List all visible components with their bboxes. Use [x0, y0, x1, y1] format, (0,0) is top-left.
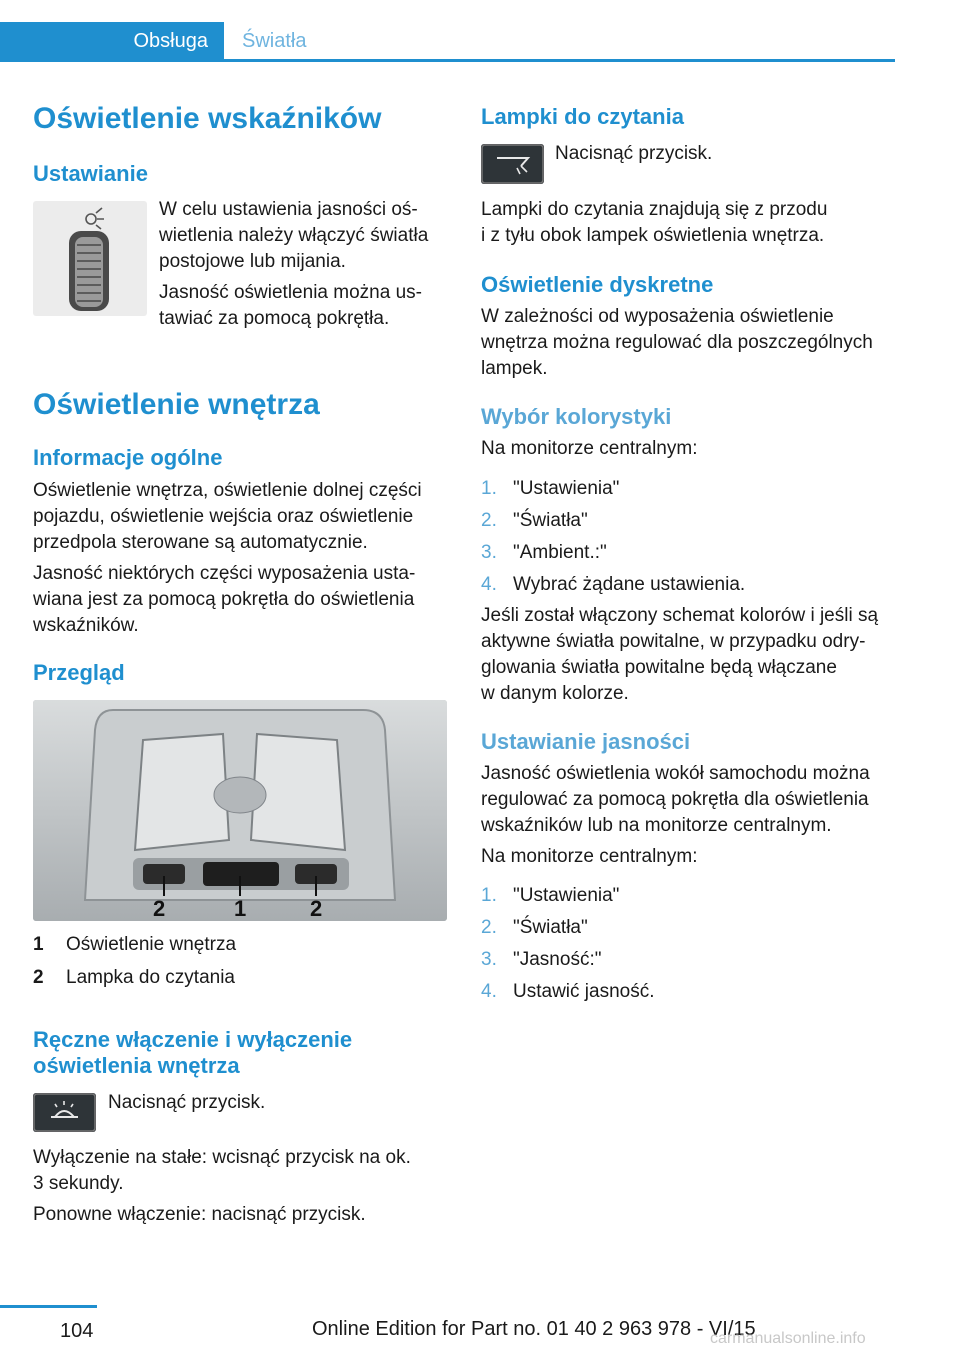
watermark: carmanualsonline.info	[710, 1330, 866, 1347]
manual-off-text: Wyłączenie na stałe: wcisnąć przycisk na ok. 3 sekundy.	[33, 1147, 411, 1194]
brightness-intro-text: Na monitorze centralnym:	[481, 846, 698, 867]
heading-reading-lights: Lampki do czytania	[481, 104, 684, 129]
setting-text-2: Jasność oświetlenia można us- tawiać za pomocą pokrętła.	[159, 282, 422, 329]
step-num: 1.	[481, 478, 497, 499]
step-text: "Ambient.:"	[513, 542, 607, 563]
callout-label: 1	[234, 896, 247, 921]
step-num: 3.	[481, 542, 497, 563]
reading-light-button	[481, 144, 544, 184]
color-note-text: Jeśli został włączony schemat kolorów i jeśli są aktywne światła powitalne, w przypadku odry- glowania światła powitalne będą włączane w danym kolorze.	[481, 605, 879, 704]
step-text: Wybrać żądane ustawienia.	[513, 574, 746, 595]
dimmer-wheel-image	[33, 201, 147, 316]
step-num: 4.	[481, 981, 497, 1002]
dimmer-wheel-icon	[33, 201, 147, 316]
interior-light-icon	[33, 1093, 96, 1132]
step-text: "Światła"	[513, 917, 588, 938]
legend-num: 1	[33, 934, 44, 955]
general-text-1: Oświetlenie wnętrza, oświetlenie dolnej części pojazdu, oświetlenie wejścia oraz oświetlenie przedpola sterowane są automatycznie.	[33, 480, 422, 553]
heading-manual-switch: Ręczne włączenie i wyłączenie oświetlenia wnętrza	[33, 1027, 353, 1078]
step-num: 4.	[481, 574, 497, 595]
step-num: 2.	[481, 917, 497, 938]
legend-text: Lampka do czytania	[66, 967, 235, 988]
setting-text-1: W celu ustawienia jasności oś- wietlenia należy włączyć światła postojowe lub mijania.	[159, 199, 429, 272]
overhead-console-icon	[33, 700, 447, 921]
reading-desc-text: Lampki do czytania znajdują się z przodu i z tyłu obok lampek oświetlenia wnętrza.	[481, 199, 828, 246]
step-text: "Ustawienia"	[513, 885, 620, 906]
color-intro-text: Na monitorze centralnym:	[481, 438, 698, 459]
callout-label: 2	[310, 896, 323, 921]
header-bar	[0, 22, 895, 62]
step-text: "Ustawienia"	[513, 478, 620, 499]
reading-press-text: Nacisnąć przycisk.	[555, 143, 713, 164]
tab-swiatla[interactable]: Światła	[242, 30, 307, 52]
legend-num: 2	[33, 967, 44, 988]
overhead-console-image	[33, 700, 447, 921]
manual-press-text: Nacisnąć przycisk.	[108, 1092, 266, 1113]
heading-overview: Przegląd	[33, 660, 125, 685]
legend-text: Oświetlenie wnętrza	[66, 934, 237, 955]
heading-setting: Ustawianie	[33, 161, 148, 186]
heading-discreet-lighting: Oświetlenie dyskretne	[481, 272, 714, 297]
discreet-text: W zależności od wyposażenia oświetlenie wnętrza można regulować dla poszczególnych lampek.	[481, 306, 873, 379]
step-text: Ustawić jasność.	[513, 981, 655, 1002]
heading-interior-lighting: Oświetlenie wnętrza	[33, 388, 320, 421]
step-num: 3.	[481, 949, 497, 970]
page-number: 104	[60, 1320, 94, 1342]
header-rule	[224, 59, 895, 62]
step-text: "Światła"	[513, 510, 588, 531]
general-text-2: Jasność niektórych części wyposażenia usta- wiana jest za pomocą pokrętła do oświetlenia wskaźników.	[33, 563, 416, 636]
heading-color-selection: Wybór kolorystyki	[481, 404, 672, 429]
step-num: 2.	[481, 510, 497, 531]
brightness-text: Jasność oświetlenia wokół samochodu można regulować za pomocą pokrętła dla oświetlenia wskaźników lub na monitorze centralnym.	[481, 763, 870, 836]
interior-light-button	[33, 1093, 96, 1132]
callout-label: 2	[153, 896, 166, 921]
footer-rule	[0, 1305, 97, 1308]
heading-indicator-lighting: Oświetlenie wskaźników	[33, 102, 382, 135]
manual-on-text: Ponowne włączenie: nacisnąć przycisk.	[33, 1204, 366, 1225]
tab-obsluga[interactable]: Obsługa	[0, 22, 224, 62]
step-text: "Jasność:"	[513, 949, 602, 970]
edition-text: Online Edition for Part no. 01 40 2 963 978 - VI/15	[312, 1318, 756, 1340]
heading-brightness: Ustawianie jasności	[481, 729, 691, 754]
reading-light-icon	[481, 144, 544, 184]
step-num: 1.	[481, 885, 497, 906]
heading-general-info: Informacje ogólne	[33, 445, 223, 470]
